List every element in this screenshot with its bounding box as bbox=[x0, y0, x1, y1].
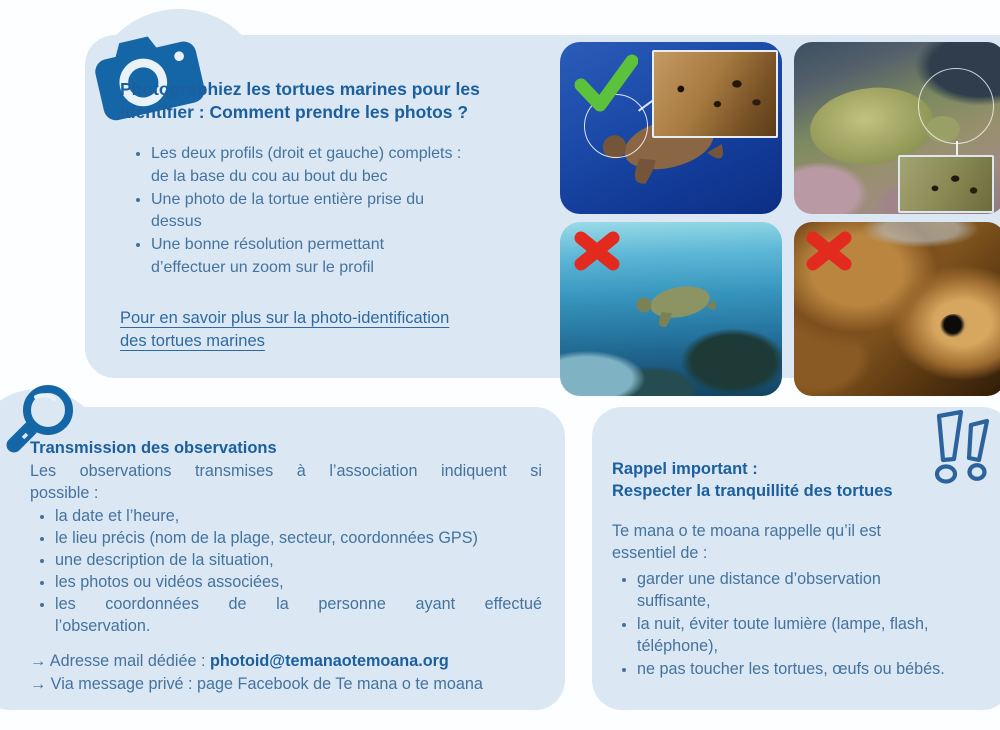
highlight-circle bbox=[918, 68, 994, 144]
bullet-line: • la nuit, éviter toute lumière (lampe, flash, bbox=[637, 614, 929, 633]
green-check-icon bbox=[574, 54, 638, 112]
bullet-line: • Une photo de la tortue entière prise du bbox=[151, 190, 425, 208]
intro-line: possible : bbox=[30, 483, 99, 502]
red-cross-icon bbox=[804, 230, 854, 272]
list-item bbox=[55, 549, 542, 571]
red-cross-icon bbox=[572, 230, 622, 272]
bullet-line: l’observation. bbox=[55, 617, 151, 636]
list-item bbox=[151, 189, 520, 235]
heading-line: Rappel important : bbox=[612, 460, 758, 478]
transmission-content bbox=[30, 437, 542, 696]
bullet-line: • une description de la situation, bbox=[55, 551, 274, 570]
transmission-heading: Transmission des observations bbox=[30, 439, 277, 457]
bullet-line: • le lieu précis (nom de la plage, secteur, coordonnées GPS) bbox=[55, 529, 478, 548]
bullet-line: d’effectuer un zoom sur le profil bbox=[151, 258, 374, 276]
bullet-line: de la base du cou au bout du bec bbox=[151, 167, 388, 185]
bullet-line: suffisante, bbox=[637, 592, 711, 611]
heading-line: Respecter la tranquillité des tortues bbox=[612, 481, 893, 500]
email-address: photoid@temanaotemoana.org bbox=[209, 652, 449, 671]
reminder-content bbox=[612, 459, 962, 680]
photo-reef-profile bbox=[794, 42, 1000, 214]
list-item bbox=[151, 234, 520, 280]
title-line: Photographiez les tortues marines pour les bbox=[120, 79, 480, 99]
observation-details-list bbox=[30, 505, 542, 637]
turtle-eye-illustration bbox=[940, 314, 968, 338]
turtle-illustration bbox=[626, 272, 726, 332]
list-item bbox=[55, 505, 542, 527]
list-item bbox=[151, 143, 520, 189]
email-line bbox=[30, 650, 542, 673]
intro-line: Les observations transmises à l’association indiquent si bbox=[30, 462, 542, 480]
bullet-line: • les coordonnées de la personne ayant effectué bbox=[55, 595, 542, 614]
photo-too-close bbox=[794, 222, 1000, 396]
bullet-line: • ne pas toucher les tortues, œufs ou bébés. bbox=[637, 659, 945, 678]
reminder-intro bbox=[612, 520, 962, 564]
transmission-intro bbox=[30, 461, 542, 504]
intro-line: Te mana o te moana rappelle qu’il est bbox=[612, 522, 882, 540]
link-line: Pour en savoir plus sur la photo-identification bbox=[120, 308, 450, 327]
list-item bbox=[637, 613, 962, 658]
photo-instructions-list bbox=[120, 143, 520, 280]
photo-instructions-content bbox=[120, 78, 520, 354]
callout-line bbox=[956, 141, 958, 156]
list-item bbox=[55, 527, 542, 549]
photo-identification-link[interactable] bbox=[120, 307, 449, 354]
contact-block bbox=[30, 650, 542, 696]
list-item bbox=[55, 571, 542, 593]
link-line: des tortues marines bbox=[120, 332, 265, 351]
bullet-line: • Une bonne résolution permettant bbox=[151, 236, 385, 254]
reminder-heading bbox=[612, 459, 962, 502]
intro-line: essentiel de : bbox=[612, 544, 708, 562]
email-prefix: → Adresse mail dédiée : bbox=[30, 652, 210, 671]
tranquility-rules-list bbox=[612, 568, 962, 680]
bullet-line: • Les deux profils (droit et gauche) complets : bbox=[151, 145, 462, 162]
photo-too-far bbox=[560, 222, 782, 396]
bullet-line: téléphone), bbox=[637, 637, 719, 656]
list-item bbox=[637, 658, 962, 680]
title-line: identifier : Comment prendre les photos ? bbox=[120, 102, 469, 122]
list-item bbox=[55, 593, 542, 637]
bullet-line: • garder une distance d’observation bbox=[637, 570, 881, 588]
facebook-line: → Via message privé : page Facebook de Te mana o te moana bbox=[30, 675, 483, 694]
list-item bbox=[637, 568, 962, 613]
bullet-line: dessus bbox=[151, 213, 202, 231]
bullet-line: • les photos ou vidéos associées, bbox=[55, 573, 284, 592]
bullet-line: • la date et l’heure, bbox=[55, 507, 180, 526]
page-title bbox=[120, 78, 520, 124]
zoom-inset-head bbox=[898, 155, 994, 213]
zoom-inset-head bbox=[652, 50, 778, 138]
photo-good-full-profile bbox=[560, 42, 782, 214]
